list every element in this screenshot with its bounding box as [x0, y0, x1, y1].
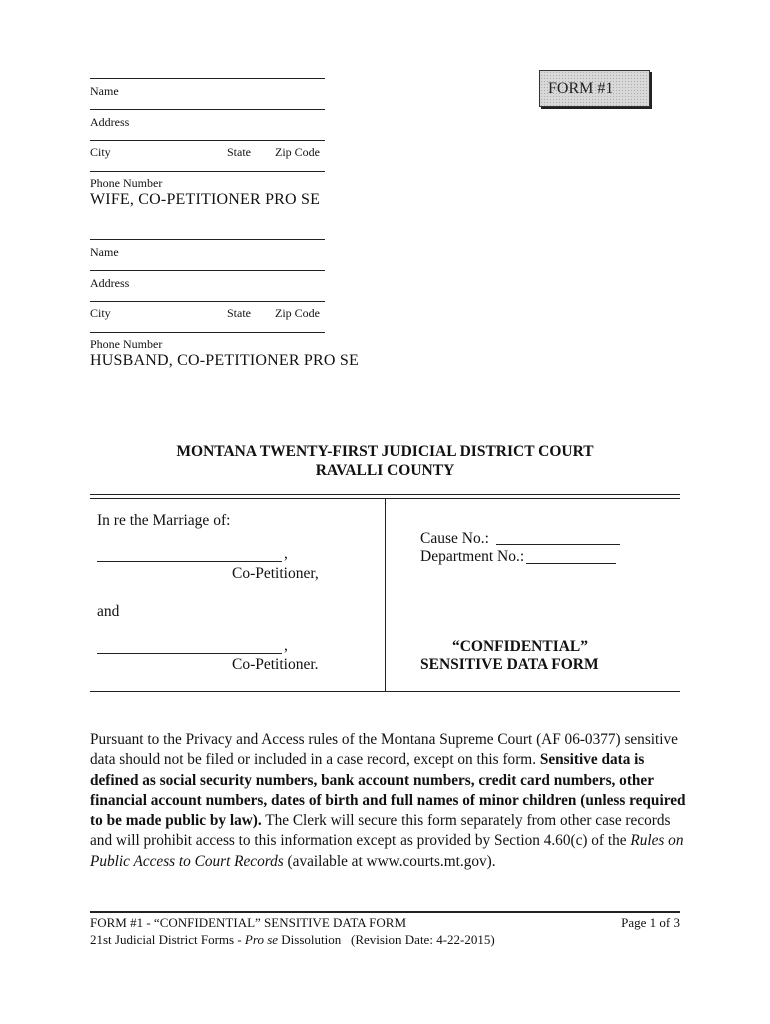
husband-address-label: Address [90, 276, 130, 290]
wife-city-label: City [90, 145, 111, 159]
in-re-label: In re the Marriage of: [97, 512, 231, 529]
wife-phone-label: Phone Number [90, 176, 163, 190]
husband-city-label: City [90, 306, 111, 320]
co-petitioner-1-comma: , [284, 545, 288, 562]
wife-state-label: State [227, 145, 251, 159]
and-label: and [97, 603, 120, 620]
notice-text-1: Pursuant to the Privacy and Access rules of the Montana Supreme Court (AF 06-0377) sensitive data should not be filed or included in a case record, except on this form. [90, 731, 678, 769]
wife-address-line[interactable] [90, 109, 325, 110]
footer-revision-post: Dissolution (Revision Date: 4-22-2015) [278, 932, 495, 947]
notice-bold-definition: Sensitive data is defined as social security numbers, bank account numbers, credit card numbers, other financial account numbers, dates of birth and full names of minor children (unless required to be made public by law). [90, 751, 686, 830]
department-number-field[interactable] [526, 563, 616, 564]
husband-address-line[interactable] [90, 270, 325, 271]
husband-city-line[interactable] [90, 301, 325, 302]
wife-name-label: Name [90, 84, 119, 98]
cause-number-field[interactable] [496, 544, 620, 545]
wife-zip-label: Zip Code [275, 145, 320, 159]
caption-top-rule [90, 494, 680, 495]
wife-phone-line[interactable] [90, 171, 325, 172]
co-petitioner-2-line[interactable] [97, 653, 282, 654]
husband-phone-label: Phone Number [90, 337, 163, 351]
husband-zip-label: Zip Code [275, 306, 320, 320]
footer-revision-italic: Pro se [244, 932, 279, 947]
wife-address-label: Address [90, 115, 130, 129]
form-title: SENSITIVE DATA FORM [420, 656, 599, 673]
husband-role: HUSBAND, CO-PETITIONER PRO SE [90, 352, 359, 369]
form-number-label: FORM #1 [548, 80, 614, 97]
wife-name-line[interactable] [90, 78, 325, 79]
notice-italic-rules: Rules on Public Access to Court Records [90, 832, 684, 870]
co-petitioner-2-comma: , [284, 637, 288, 654]
privacy-notice-paragraph [90, 730, 690, 872]
department-number-label: Department No.: [420, 548, 525, 565]
co-petitioner-1-line[interactable] [97, 561, 282, 562]
confidential-label: “CONFIDENTIAL” [451, 638, 589, 655]
court-county: RAVALLI COUNTY [315, 462, 455, 479]
form-number-badge [539, 70, 650, 107]
footer-revision [90, 932, 495, 948]
co-petitioner-1-label: Co-Petitioner, [232, 565, 319, 582]
footer-revision-pre: 21st Judicial District Forms - [90, 932, 245, 947]
caption-bottom-rule [90, 691, 680, 692]
notice-text-2: The Clerk will secure this form separately from other case records and will prohibit access to this information except as provided by Section 4.60(c) of the [90, 812, 671, 850]
cause-number-label: Cause No.: [420, 530, 489, 547]
caption-divider [385, 499, 386, 691]
husband-name-line[interactable] [90, 239, 325, 240]
husband-name-label: Name [90, 245, 119, 259]
wife-city-line[interactable] [90, 140, 325, 141]
husband-phone-line[interactable] [90, 332, 325, 333]
footer-page-number: Page 1 of 3 [621, 915, 680, 930]
husband-state-label: State [227, 306, 251, 320]
footer-form-title: FORM #1 - “CONFIDENTIAL” SENSITIVE DATA FORM [90, 915, 407, 930]
footer-rule [90, 911, 680, 913]
co-petitioner-2-label: Co-Petitioner. [232, 656, 319, 673]
notice-text-3: (available at www.courts.mt.gov). [283, 852, 496, 870]
court-name: MONTANA TWENTY-FIRST JUDICIAL DISTRICT COURT [176, 443, 594, 460]
wife-role: WIFE, CO-PETITIONER PRO SE [90, 191, 321, 208]
